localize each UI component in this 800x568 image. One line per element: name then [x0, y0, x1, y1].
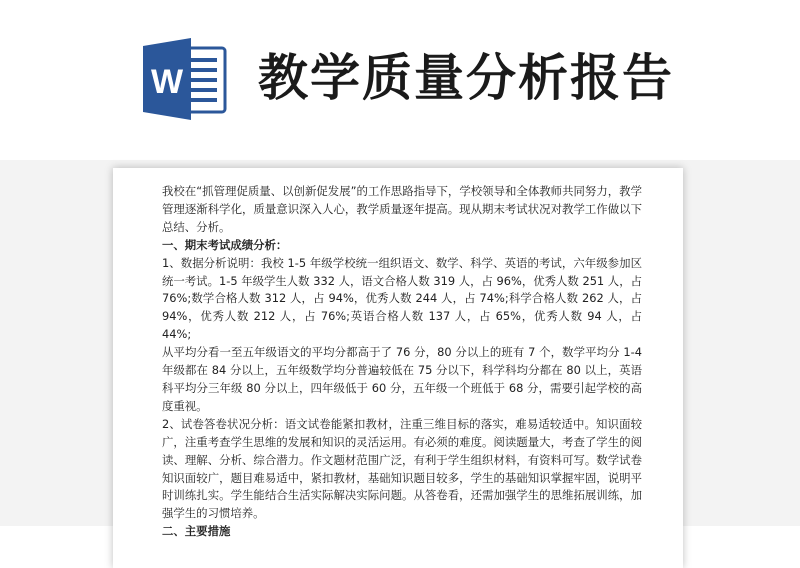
- page-title: 教学质量分析报告: [258, 49, 674, 107]
- word-document-icon: [141, 38, 231, 120]
- section-heading-2: 二、主要措施: [162, 524, 231, 539]
- average-score-paragraph: 从平均分看一至五年级语文的平均分都高于了 76 分，80 分以上的班有 7 个，数学平均分 1-4 年级都在 84 分以上，五年级数学均分普遍较低在 75 分以下，科学科均分都在 80 以上，英语科平均分三年级 80 分以上，四年级低于 60 分，五年级一个班低于 68 分，需要引起学校的高度重视。: [162, 345, 642, 413]
- section-heading-1: 一、期末考试成绩分析：: [162, 237, 288, 252]
- svg-text:W: W: [150, 63, 184, 101]
- intro-paragraph: 我校在“抓管理促质量、以创新促发展”的工作思路指导下，学校领导和全体教师共同努力，教学管理逐渐科学化，质量意识深入人心，教学质量逐年提高。现从期末考试状况对教学工作做以下总结、分析。: [162, 184, 642, 234]
- data-analysis-paragraph: 1、数据分析说明：我校 1-5 年级学校统一组织语文、数学、科学、英语的考试，六年级参加区统一考试。1-5 年级学生人数 332 人，语文合格人数 319 人，占 96%，优秀人数 251 人，占 76%;数学合格人数 312 人，占 94%，优秀人数 244 人，占 74%;科学合格人数 262 人，占 94%，优秀人数 212 人，占 76%;英语合格人数 137 人，占 65%，优秀人数 94 人，占 44%;: [162, 255, 642, 342]
- document-page: [113, 168, 683, 568]
- header-banner: [0, 0, 800, 160]
- exam-paper-analysis-paragraph: 2、试卷答卷状况分析：语文试卷能紧扣教材，注重三维目标的落实，难易适较适中。知识面较广，注重考查学生思维的发展和知识的灵活运用。有必须的难度。阅读题量大，考查了学生的阅读、理解、分析、综合潜力。作文题材范围广泛，有利于学生组织材料，有资料可写。数学试卷知识面较广，题目难易适中，紧扣教材，基础知识题目较多，学生的基础知识掌握牢固，说明平时训练扎实。学生能结合生活实际解决实际问题。从答卷看，还需加强学生的思维拓展训练，加强学生的习惯培养。: [162, 416, 642, 521]
- document-body: [162, 183, 642, 541]
